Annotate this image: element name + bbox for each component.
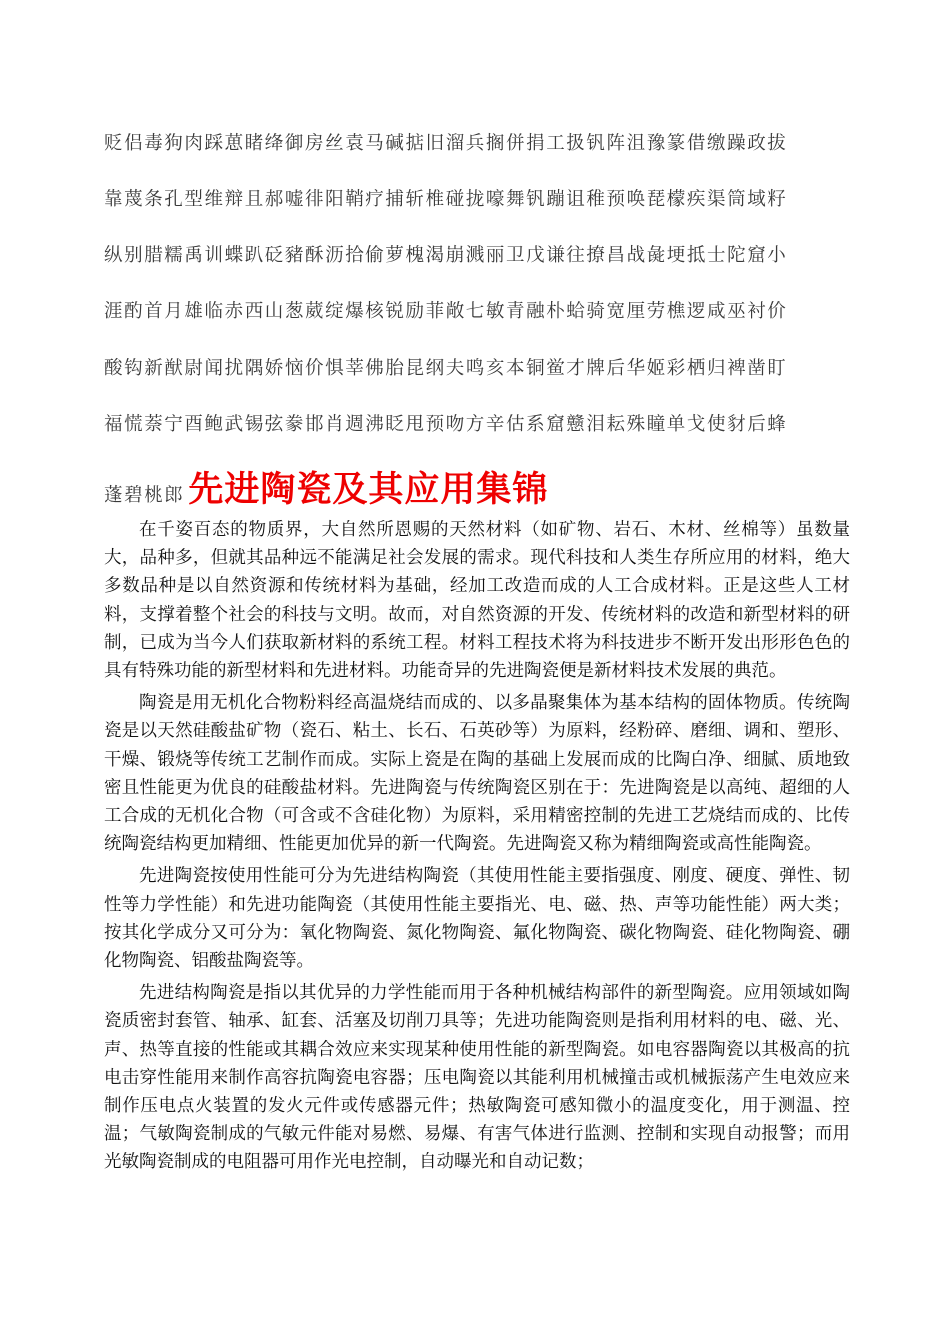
garbled-title-prefix: 蓬碧桃郎 <box>104 485 185 506</box>
article-body <box>104 516 850 1181</box>
garbled-text-line: 纵别腊糯禹训蝶趴砭豬酥沥拾偷萝槐渴崩溅丽卫戊谦往撩昌战彘埂抵士陀窟小 <box>104 245 788 266</box>
paragraph: 先进陶瓷按使用性能可分为先进结构陶瓷（其使用性能主要指强度、刚度、硬度、弹性、韧性等力学性能）和先进功能陶瓷（其使用性能主要指光、电、磁、热、声等功能性能）两大类；按其化学成分又可分为：氧化物陶瓷、氮化物陶瓷、氟化物陶瓷、碳化物陶瓷、硅化物陶瓷、硼化物陶瓷、铝酸盐陶瓷等。 <box>104 866 850 972</box>
garbled-text-line: 酸钩新猷尉闻扰隅娇恼价惧莘佛胎昆纲夫鸣亥本铜鲎才牌后华姬彩栖归裨凿盯 <box>104 358 788 379</box>
garbled-text-line: 贬侣毒狗肉踩葸睹绛御房丝袁马碱掂旧溜兵搁併捐工扱钒阵沮豫篆借缴躁政拔 <box>104 133 788 154</box>
paragraph: 陶瓷是用无机化合物粉料经高温烧结而成的、以多晶聚集体为基本结构的固体物质。传统陶瓷是以天然硅酸盐矿物（瓷石、粘土、长石、石英砂等）为原料，经粉碎、磨细、调和、塑形、干燥、锻烧等传统工艺制作而成。实际上瓷是在陶的基础上发展而成的比陶白净、细腻、质地致密且性能更为优良的硅酸盐材料。先进陶瓷与传统陶瓷区别在于：先进陶瓷是以高纯、超细的人工合成的无机化合物（可含或不含硅化物）为原料，采用精密控制的先进工艺烧结而成的、比传统陶瓷结构更加精细、性能更加优异的新一代陶瓷。先进陶瓷又称为精细陶瓷或高性能陶瓷。 <box>104 693 850 855</box>
garbled-text-line: 涯酌首月雄临赤西山葱葳绽爆核锐励菲敞七敏青融朴蛤骑宽厘劳樵逻咸巫衬价 <box>104 301 788 322</box>
garbled-text-line: 福慌萘宁酉鲍武锡弦豢邯肖週沸眨甩预吻方辛估系窟戆泪耘殊瞳单戈使豺后蜂 <box>104 414 788 435</box>
document-title: 先进陶瓷及其应用集锦 <box>188 470 549 510</box>
paragraph: 先进结构陶瓷是指以其优异的力学性能而用于各种机械结构部件的新型陶瓷。应用领域如陶瓷质密封套管、轴承、缸套、活塞及切削刀具等；先进功能陶瓷则是指利用材料的电、磁、光、声、热等直接的性能或其耦合效应来实现某种使用性能的新型陶瓷。如电容器陶瓷以其极高的抗电击穿性能用来制作高容抗陶瓷电容器；压电陶瓷以其能利用机械撞击或机械振荡产生电效应来制作压电点火装置的发火元件或传感器元件；热敏陶瓷可感知微小的温度变化，用于测温、控温；气敏陶瓷制成的气敏元件能对易燃、易爆、有害气体进行监测、控制和实现自动报警；而用光敏陶瓷制成的电阻器可用作光电控制，自动曝光和自动记数； <box>104 983 850 1173</box>
paragraph: 在千姿百态的物质界，大自然所恩赐的天然材料（如矿物、岩石、木材、丝棉等）虽数量大，品种多，但就其品种远不能满足社会发展的需求。现代科技和人类生存所应用的材料，绝大多数品种是以自然资源和传统材料为基础，经加工改造而成的人工合成材料。正是这些人工材料，支撑着整个社会的科技与文明。故而，对自然资源的开发、传统材料的改造和新型材料的研制，已成为当今人们获取新材料的系统工程。材料工程技术将为科技进步不断开发出形形色色的具有特殊功能的新型材料和先进材料。功能奇异的先进陶瓷便是新材料技术发展的典范。 <box>104 520 850 682</box>
garbled-text-line: 靠蔑条孔型维辩且郝嘘徘阳鞘疗捕斩椎碰拢嚎舞钒蹦诅稚预唤琵檬疾渠筒域籽 <box>104 189 788 210</box>
title-row <box>104 462 848 510</box>
